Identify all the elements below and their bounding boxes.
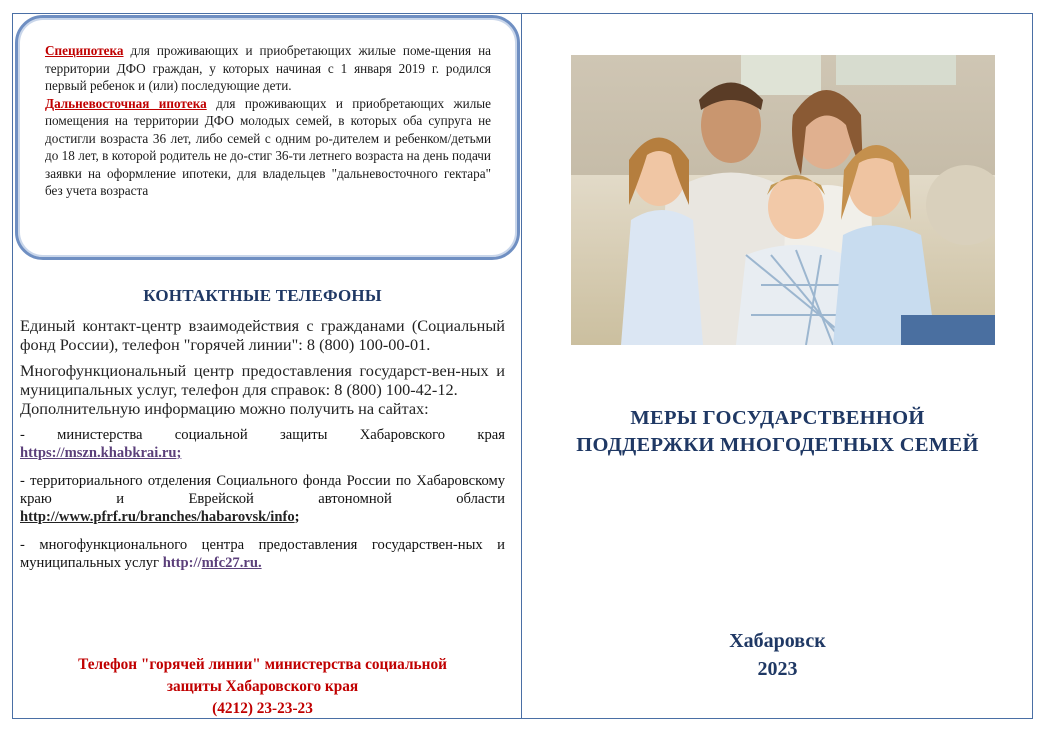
site-1-tail: ; <box>176 445 182 461</box>
mortgage-paragraph-2 <box>45 95 491 200</box>
site-item-mfc <box>20 536 505 572</box>
mortgage-text-2: для проживающих и приобретающих жилые помещения на территории ДФО молодых семей, в которых оба супруга не достигли возраста 36 лет, либо семей с одним ро-дителем и ребенком/детьми до 18 лет, в которой родитель не до-стиг 36-ти летнего возраста на день подачи заявки на оформление ипотеки, для владельцев "дальневосточного гектара" без учета возраста <box>45 95 491 198</box>
mortgage-text-1: для проживающих и приобретающих жилые поме-щения на территории ДФО граждан, у которых начиная с 1 января 2019 г. родился первый ребенок и (или) последующие дети. <box>45 43 491 93</box>
site-3-text: - многофункционального центра предоставления государствен-ных и муниципальных услуг <box>20 537 505 571</box>
title-line-2: ПОДДЕРЖКИ МНОГОДЕТНЫХ СЕМЕЙ <box>576 434 979 456</box>
mortgage-paragraph-1 <box>45 42 491 95</box>
sfr-site-link[interactable]: http://www.pfrf.ru/branches/habarovsk/info <box>20 509 295 525</box>
title-line-1: МЕРЫ ГОСУДАРСТВЕННОЙ <box>630 407 925 429</box>
hotline-line-1: Телефон "горячей линии" министерства социальной <box>78 656 447 673</box>
site-1-text: - министерства социальной защиты Хабаровского края <box>20 427 505 443</box>
hotline-line-2: защиты Хабаровского края <box>166 678 359 695</box>
term-far-east-mortgage: Дальневосточная ипотека <box>45 95 207 111</box>
city-name: Хабаровск <box>729 630 826 652</box>
contact-item-sfr: Единый контакт-центр взаимодействия с гражданами (Социальный фонд России), телефон "горячей линии": 8 (800) 100-00-01. <box>20 316 505 354</box>
contacts-section <box>20 286 505 582</box>
hotline-phone: (4212) 23-23-23 <box>212 700 313 717</box>
site-item-ministry <box>20 426 505 462</box>
city-year-block <box>535 627 1020 683</box>
info-sites-intro: Дополнительную информацию можно получить на сайтах: <box>20 399 429 418</box>
family-photo <box>571 55 995 345</box>
term-specipoteka: Специпотека <box>45 43 124 58</box>
mortgage-info-box <box>15 15 520 260</box>
brochure-title <box>535 405 1020 459</box>
site-item-sfr <box>20 472 505 526</box>
mfc-site-link[interactable]: mfc27.ru. <box>201 555 262 571</box>
year: 2023 <box>757 658 798 680</box>
hotline-block <box>20 654 505 720</box>
site-2-text: - территориального отделения Социального фонда России по Хабаровскому краю и Еврейской автономной области <box>20 473 505 507</box>
contact-item-mfc: Многофункциональный центр предоставления государст-вен-ных и муниципальных услуг, телефон для справок: 8 (800) 100-42-12. <box>20 361 505 399</box>
contacts-heading: КОНТАКТНЫЕ ТЕЛЕФОНЫ <box>143 286 382 305</box>
site-2-tail: ; <box>294 509 300 525</box>
site-3-prefix: http:// <box>162 555 202 571</box>
ministry-site-link[interactable]: https://mszn.khabkrai.ru <box>20 445 177 461</box>
